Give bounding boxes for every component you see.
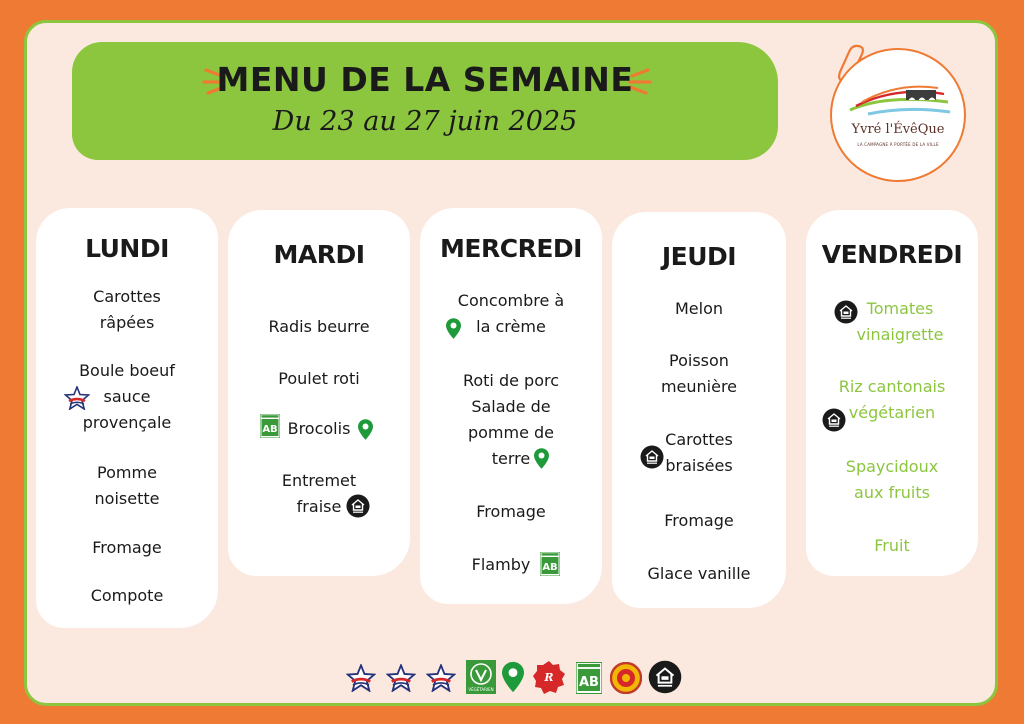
page-subtitle: Du 23 au 27 juin 2025 xyxy=(272,106,578,137)
day-name: VENDREDI xyxy=(821,240,963,269)
day-name: MARDI xyxy=(273,240,365,269)
fait-maison-icon xyxy=(648,660,682,694)
france-origin-icon xyxy=(426,664,456,692)
fait-maison-icon xyxy=(346,494,370,518)
svg-text:VÉGÉTARIEN: VÉGÉTARIEN xyxy=(468,687,494,692)
day-column-mercredi xyxy=(420,208,602,604)
dish-item: Compote xyxy=(90,586,164,605)
day-name: MERCREDI xyxy=(440,234,582,263)
page-title: MENU DE LA SEMAINE xyxy=(216,60,634,99)
dish-item: Riz cantonais végétarien xyxy=(838,377,946,422)
location-pin-icon xyxy=(446,318,461,339)
ab-bio-icon xyxy=(576,662,602,694)
dish-item: Fromage xyxy=(664,511,734,530)
dish-item: Pomme noisette xyxy=(94,463,160,508)
dish-item: Fromage xyxy=(476,502,546,521)
day-column-mardi xyxy=(228,210,410,576)
day-column-vendredi xyxy=(806,210,978,576)
aop-icon xyxy=(610,662,642,694)
dish-item: Carottes braisées xyxy=(665,430,733,475)
location-pin-icon xyxy=(502,661,524,693)
logo-name: Yvré l'ÉvêQue xyxy=(851,122,945,137)
france-origin-icon xyxy=(64,386,90,410)
dish-item: Roti de porc Salade de pomme de terre xyxy=(462,371,560,468)
label-legend xyxy=(346,658,684,698)
ab-bio-icon xyxy=(260,414,280,438)
dish-item: Tomates vinaigrette xyxy=(856,299,944,344)
location-pin-icon xyxy=(534,448,549,469)
dish-item: Fromage xyxy=(92,538,162,557)
fait-maison-icon xyxy=(834,300,858,324)
header-banner xyxy=(72,42,778,160)
dish-item: Concombre à la crème xyxy=(457,291,565,336)
ab-bio-icon xyxy=(540,552,560,576)
dish-item: Poulet roti xyxy=(278,369,360,388)
day-column-jeudi xyxy=(612,212,786,608)
dish-item: Radis beurre xyxy=(268,317,370,336)
day-name: LUNDI xyxy=(85,234,169,263)
dish-item: Poisson meunière xyxy=(660,351,738,396)
town-logo xyxy=(830,48,966,182)
dish-item: Melon xyxy=(674,299,724,318)
location-pin-icon xyxy=(358,419,373,440)
fait-maison-icon xyxy=(822,408,846,432)
dish-item: Brocolis xyxy=(287,419,351,438)
fait-maison-icon xyxy=(640,445,664,469)
dish-item: Fruit xyxy=(874,536,910,555)
france-origin-icon xyxy=(386,664,416,692)
dish-item: Glace vanille xyxy=(647,564,751,583)
logo-tagline: LA CAMPAGNE À PORTÉE DE LA VILLE xyxy=(857,142,939,147)
svg-text:R: R xyxy=(544,671,554,684)
day-name: JEUDI xyxy=(661,242,737,271)
label-rouge-icon xyxy=(532,660,566,694)
dish-item: Flamby xyxy=(471,555,531,574)
vegetarian-icon xyxy=(466,660,496,694)
dish-item: Boule boeuf sauce provençale xyxy=(79,361,175,432)
dish-item: Spaycidoux aux fruits xyxy=(845,457,939,502)
dish-item: Entremet fraise xyxy=(281,471,357,516)
france-origin-icon xyxy=(346,664,376,692)
dish-item: Carottes râpées xyxy=(93,287,161,332)
day-column-lundi xyxy=(36,208,218,628)
landscape-icon xyxy=(846,80,952,122)
